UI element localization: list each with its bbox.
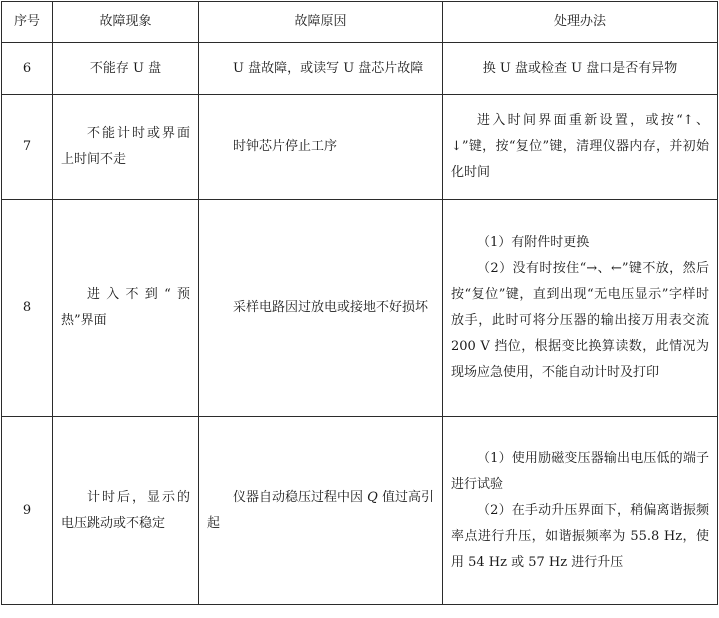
solution-text: 进入时间界面重新设置，或按“↑、↓”键，按“复位”键，清理仪器内存，并初始化时间 (451, 113, 709, 180)
header-no: 序号 (2, 2, 53, 43)
table-row (2, 43, 718, 95)
solution-cell (443, 43, 718, 95)
header-solution: 处理办法 (443, 2, 718, 43)
solution-step-2: （2）在手动升压界面下，稍偏离谐振频率点进行升压，如谐振频率为 55.8 Hz，使用 54 Hz 或 57 Hz 进行升压 (451, 502, 709, 570)
fault-table (1, 1, 718, 605)
symptom-cell: 进入不到“预热”界面 (53, 200, 199, 417)
solution-step-1: （1）使用励磁变压器输出电压低的端子进行试验 (451, 450, 709, 492)
table-row (2, 95, 718, 200)
symptom-cell: 不能存 U 盘 (53, 43, 199, 95)
cause-cell (199, 417, 443, 605)
symptom-cell: 不能计时或界面上时间不走 (53, 95, 199, 200)
header-symptom: 故障现象 (53, 2, 199, 43)
solution-cell (443, 200, 718, 417)
row-number: 9 (2, 417, 53, 605)
solution-step-1: （1）有附件时更换 (477, 235, 590, 250)
row-number: 6 (2, 43, 53, 95)
solution-cell (443, 95, 718, 200)
table-row (2, 417, 718, 605)
cause-cell: U 盘故障，或读写 U 盘芯片故障 (199, 43, 443, 95)
cause-cell: 采样电路因过放电或接地不好损坏 (199, 200, 443, 417)
symptom-cell: 计时后，显示的电压跳动或不稳定 (53, 417, 199, 605)
row-number: 8 (2, 200, 53, 417)
table-row (2, 200, 718, 417)
q-variable: Q (367, 489, 378, 505)
header-cause: 故障原因 (199, 2, 443, 43)
cause-text-post: 值过高引起 (207, 489, 434, 531)
solution-step-2: （2）没有时按住“→、←”键不放，然后按“复位”键，直到出现“无电压显示”字样时放手，此时可将分压器的输出接万用表交流 200 V 挡位，根据变比换算读数，此情况为现场应急使用，不能自动计时及打印 (451, 261, 709, 380)
header-row (2, 2, 718, 43)
solution-cell (443, 417, 718, 605)
cause-cell: 时钟芯片停止工序 (199, 95, 443, 200)
row-number: 7 (2, 95, 53, 200)
solution-text: 换 U 盘或检查 U 盘口是否有异物 (482, 60, 678, 76)
cause-text-pre: 仪器自动稳压过程中因 (233, 489, 368, 505)
